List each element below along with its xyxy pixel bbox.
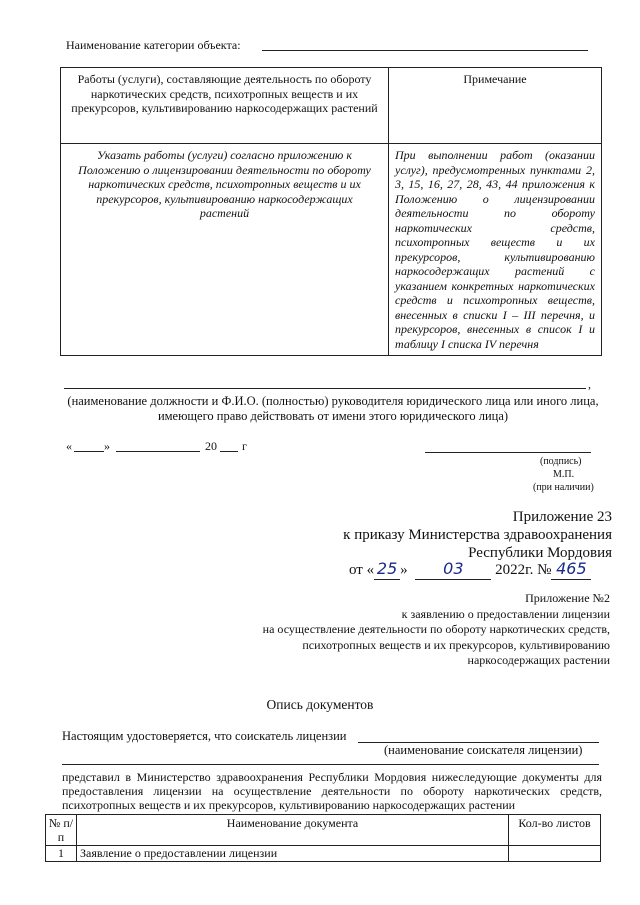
row-name-cell bbox=[77, 846, 509, 862]
signature-line bbox=[425, 452, 591, 453]
order-number: 465 bbox=[556, 559, 587, 578]
col-sheets-header bbox=[509, 815, 601, 846]
order-day: 25 bbox=[376, 559, 398, 578]
activities-table bbox=[60, 67, 602, 356]
row-num-cell bbox=[46, 846, 77, 862]
activities-cell bbox=[61, 144, 389, 356]
appendix23-block bbox=[343, 508, 612, 562]
row-name: Заявление о предоставлении лицензии bbox=[80, 846, 278, 860]
appendix2-line5: наркосодержащих растении bbox=[467, 653, 610, 667]
row-num: 1 bbox=[58, 846, 64, 860]
note-text: При выполнении работ (оказании услуг), предусмотренных пунктами 2, 3, 15, 16, 27, 28, 43, 44 приложения к Положению о лицензировании деятельности по обороту наркотических средств, психотропных веществ и их прекурсоров, культивированию наркосодержащих растений с указанием конкретных наркотических средств и психотропных веществ, внесенных в списки I – III перечня, и прекурсоров, внесенных в список I и таблицу I списка IV перечня bbox=[395, 148, 595, 351]
order-month: 03 bbox=[443, 559, 464, 578]
official-comma: , bbox=[588, 377, 591, 391]
appendix23-date-row bbox=[349, 560, 591, 580]
official-name-line bbox=[64, 388, 586, 389]
activities-header-cell bbox=[61, 68, 389, 144]
date-year-prefix: 20 bbox=[205, 439, 217, 453]
submitted-text: представил в Министерство здравоохранения Республики Мордовия нижеследующие документы для предоставления лицензии на осуществление деятельности по обороту наркотических средств, психотропных веществ и их прекурсоров, культивированию наркосодержащих растении bbox=[62, 770, 602, 812]
col-name-header bbox=[77, 815, 509, 846]
inventory-title: Опись документов bbox=[266, 697, 374, 712]
table-row bbox=[46, 846, 601, 862]
appendix2-title: Приложение №2 bbox=[525, 591, 610, 605]
date-close-quote: » bbox=[104, 439, 110, 453]
stamp-note: (при наличии) bbox=[533, 482, 594, 493]
appendix23-order: к приказу Министерства здравоохранения bbox=[343, 527, 612, 543]
col-num-header bbox=[46, 815, 77, 846]
col-name-label: Наименование документа bbox=[226, 816, 359, 830]
row-sheets-cell bbox=[509, 846, 601, 862]
appendix23-region: Республики Мордовия bbox=[468, 545, 612, 561]
note-header-cell bbox=[389, 68, 602, 144]
applicant-continuation-line bbox=[62, 764, 599, 765]
signature-caption: (подпись) bbox=[540, 456, 582, 467]
date-year-suffix: г bbox=[242, 439, 247, 453]
appendix2-line4: психотропных веществ и их прекурсоров, культивированию bbox=[302, 637, 610, 652]
appendix2-line3: на осуществление деятельности по обороту наркотических средств, bbox=[262, 622, 610, 636]
order-date-from: от « bbox=[349, 562, 375, 578]
date-month-line bbox=[116, 451, 200, 452]
applicant-caption: (наименование соискателя лицензии) bbox=[384, 743, 583, 757]
date-open-quote: « bbox=[66, 439, 72, 453]
activities-instruction: Указать работы (услуги) согласно приложению к Положению о лицензировании деятельности по обороту наркотических средств, психотропных веществ и их прекурсоров, культивированию наркосодержащих растений bbox=[78, 148, 371, 220]
order-year-text: 2022г. № bbox=[495, 562, 552, 578]
order-number-field bbox=[551, 560, 591, 580]
date-year-line bbox=[220, 451, 238, 452]
appendix2-block bbox=[263, 591, 610, 669]
activities-header: Работы (услуги), составляющие деятельность по обороту наркотических средств, психотропных веществ и их прекурсоров, культивированию наркосодержащих растений bbox=[71, 72, 378, 115]
date-day-line bbox=[74, 451, 104, 452]
stamp-label: М.П. bbox=[553, 469, 575, 480]
category-field-line bbox=[262, 50, 588, 51]
col-num-label: № п/п bbox=[48, 816, 74, 844]
appendix2-line2: к заявлению о предоставлении лицензии bbox=[401, 606, 610, 621]
note-cell bbox=[389, 144, 602, 356]
order-date-close: » bbox=[400, 562, 408, 578]
order-month-field bbox=[415, 560, 491, 580]
order-day-field bbox=[374, 560, 400, 580]
category-label: Наименование категории объекта: bbox=[66, 38, 241, 52]
appendix23-title: Приложение 23 bbox=[512, 509, 612, 525]
note-header: Примечание bbox=[463, 72, 527, 86]
col-sheets-label: Кол-во листов bbox=[518, 816, 591, 830]
official-caption: (наименование должности и Ф.И.О. (полностью) руководителя юридического лица или иного лица, имеющего право действовать от имени этого юридического лица) bbox=[67, 394, 599, 423]
certify-text: Настоящим удостоверяется, что соискатель лицензии bbox=[62, 729, 347, 743]
documents-table bbox=[45, 814, 601, 862]
